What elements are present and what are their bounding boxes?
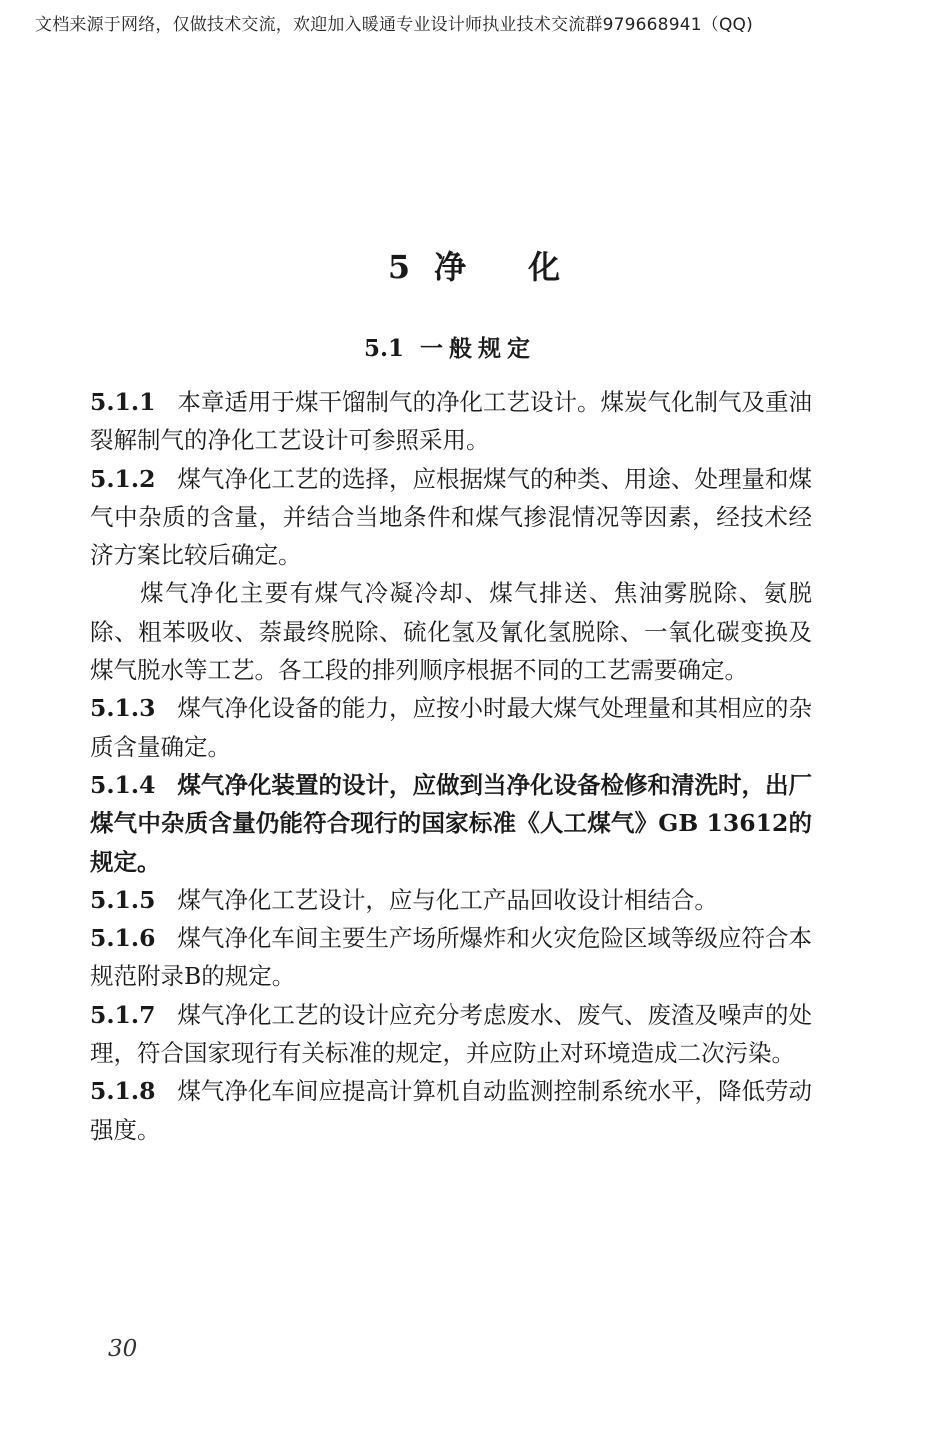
chapter-title xyxy=(0,242,950,288)
chapter-title-char-1: 净 xyxy=(434,248,469,286)
clause-text: 本章适用于煤干馏制气的净化工艺设计。煤炭气化制气及重油裂解制气的净化工艺设计可参照采用。 xyxy=(90,388,812,455)
clause-text: 煤气净化装置的设计，应做到当净化设备检修和清洗时，出厂煤气中杂质含量仍能符合现行的国家标准《人工煤气》GB 13612的规定。 xyxy=(90,770,812,876)
clause-number: 5.1.1 xyxy=(90,388,156,416)
clause-number: 5.1.2 xyxy=(90,464,156,493)
clause-number: 5.1.8 xyxy=(90,1077,156,1106)
section-heading: 一般规定 xyxy=(420,335,536,362)
clause-5-1-4 xyxy=(90,766,812,881)
section-title xyxy=(0,330,900,363)
clause-number: 5.1.5 xyxy=(90,885,156,914)
watermark-text: 文档来源于网络，仅做技术交流，欢迎加入暖通专业设计师执业技术交流群979668941（QQ) xyxy=(35,15,753,35)
clause-text: 煤气净化工艺设计，应与化工产品回收设计相结合。 xyxy=(177,885,718,914)
clause-number: 5.1.4 xyxy=(90,770,156,799)
clause-5-1-2 xyxy=(90,460,812,575)
clause-text: 煤气净化车间应提高计算机自动监测控制系统水平，降低劳动强度。 xyxy=(90,1077,812,1144)
clause-5-1-8 xyxy=(90,1072,812,1149)
clause-5-1-7 xyxy=(90,996,812,1073)
page-number: 30 xyxy=(108,1336,138,1362)
body-content xyxy=(90,383,812,1149)
clause-number: 5.1.7 xyxy=(90,1000,156,1029)
clause-5-1-5 xyxy=(90,881,812,919)
clause-text: 煤气净化主要有煤气冷凝冷却、煤气排送、焦油雾脱除、氨脱除、粗苯吸收、萘最终脱除、硫化氢及氰化氢脱除、一氧化碳变换及煤气脱水等工艺。各工段的排列顺序根据不同的工艺需要确定。 xyxy=(90,579,812,685)
clause-number: 5.1.6 xyxy=(90,924,156,953)
clause-text: 煤气净化工艺的选择，应根据煤气的种类、用途、处理量和煤气中杂质的含量，并结合当地条件和煤气掺混情况等因素，经技术经济方案比较后确定。 xyxy=(90,464,812,570)
chapter-number: 5 xyxy=(387,248,413,286)
chapter-title-char-2: 化 xyxy=(528,248,563,286)
clause-text: 煤气净化设备的能力，应按小时最大煤气处理量和其相应的杂质含量确定。 xyxy=(90,694,812,761)
clause-text: 煤气净化工艺的设计应充分考虑废水、废气、废渣及噪声的处理，符合国家现行有关标准的规定，并应防止对环境造成二次污染。 xyxy=(90,1000,812,1068)
clause-number: 5.1.3 xyxy=(90,694,156,723)
clause-5-1-2-continuation xyxy=(90,574,812,689)
clause-5-1-1 xyxy=(90,383,812,460)
clause-5-1-3 xyxy=(90,689,812,766)
clause-5-1-6 xyxy=(90,919,812,996)
clause-text: 煤气净化车间主要生产场所爆炸和火灾危险区域等级应符合本规范附录B的规定。 xyxy=(90,924,812,991)
section-number: 5.1 xyxy=(363,335,404,362)
